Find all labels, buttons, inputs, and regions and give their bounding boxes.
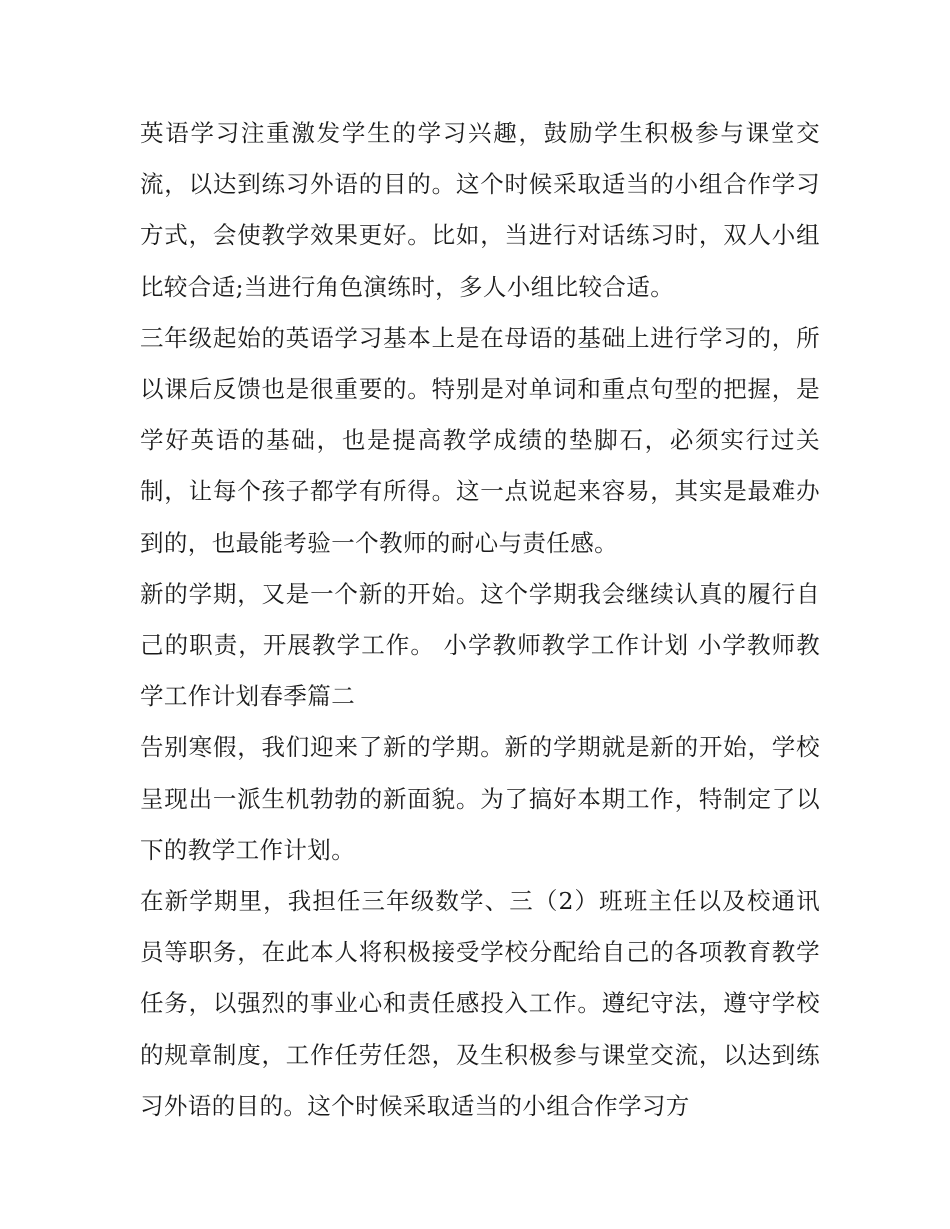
- document-body: [140, 108, 820, 1132]
- paragraph-teaching-duties: 在新学期里，我担任三年级数学、三（2）班班主任以及校通讯员等职务，在此本人将积极接受学校分配给自己的各项教育教学任务，以强烈的事业心和责任感投入工作。遵纪守法，遵守学校的规章制度，工作任劳任怨，及生积极参与课堂交流，以达到练习外语的目的。这个时候采取适当的小组合作学习方: [140, 887, 820, 1120]
- paragraph-new-semester: 新的学期，又是一个新的开始。这个学期我会继续认真的履行自己的职责，开展教学工作。 小学教师教学工作计划 小学教师教学工作计划春季篇二: [140, 579, 820, 711]
- paragraph-english-learning-interest: 英语学习注重激发学生的学习兴趣，鼓励学生积极参与课堂交流，以达到练习外语的目的。这个时候采取适当的小组合作学习方式，会使教学效果更好。比如，当进行对话练习时，双人小组比较合适;当进行角色演练时，多人小组比较合适。: [140, 119, 820, 301]
- paragraph-feedback-importance: 三年级起始的英语学习基本上是在母语的基础上进行学习的，所以课后反馈也是很重要的。特别是对单词和重点句型的把握，是学好英语的基础，也是提高教学成绩的垫脚石，必须实行过关制，让每个孩子都学有所得。这一点说起来容易，其实是最难办到的，也最能考验一个教师的耐心与责任感。: [140, 323, 820, 557]
- paragraph-farewell-winter-break: 告别寒假，我们迎来了新的学期。新的学期就是新的开始，学校呈现出一派生机勃勃的新面貌。为了搞好本期工作，特制定了以下的教学工作计划。: [140, 733, 820, 864]
